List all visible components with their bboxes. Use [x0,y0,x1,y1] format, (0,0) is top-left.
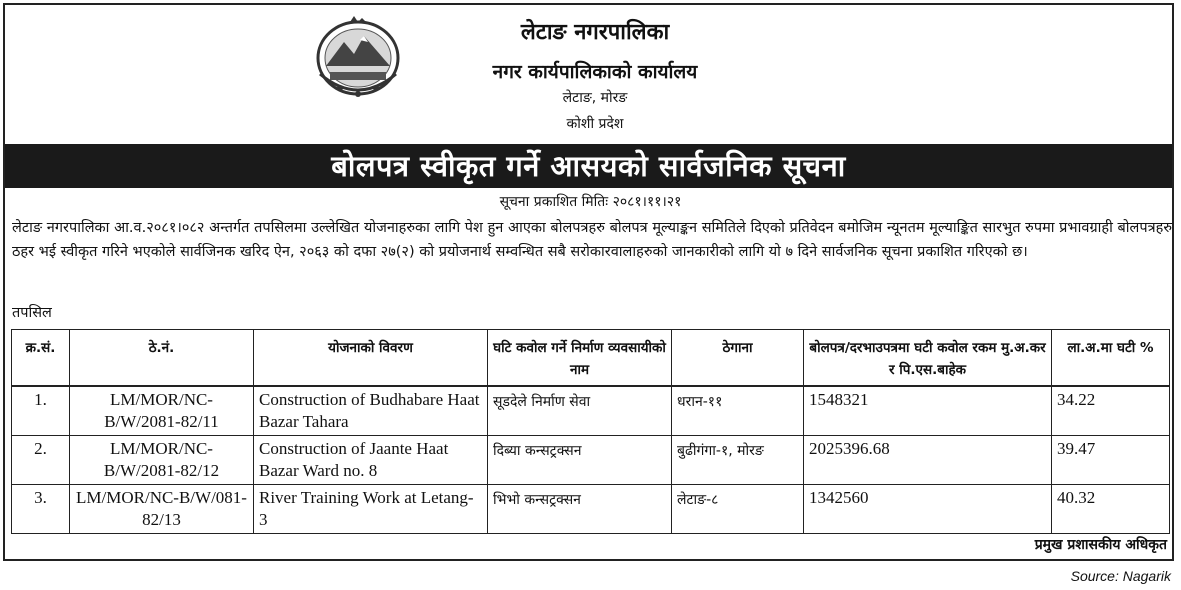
header-percent-below: ला.अ.मा घटी % [1052,330,1170,387]
published-date: सूचना प्रकाशित मितिः २०८१।११।२१ [499,194,682,210]
cell-project: River Training Work at Letang-3 [254,485,488,534]
cell-address: बुढीगंगा-१, मोरङ [672,436,804,485]
table-header-row [12,330,1170,387]
office-name: नगर कार्यपालिकाको कार्यालय [492,61,698,83]
schedule-label: तपसिल [12,305,52,321]
cell-amount: 1342560 [804,485,1052,534]
table-row [12,436,1170,485]
header-contract-no: ठे.नं. [70,330,254,387]
bid-table [11,329,1170,534]
header-project-description: योजनाको विवरण [254,330,488,387]
header-contractor-name: घटि कवोल गर्ने निर्माण व्यवसायीको नाम [488,330,672,387]
municipality-name: लेटाङ नगरपालिका [520,20,670,45]
cell-contractor: दिब्या कन्सट्रक्सन [488,436,672,485]
cell-contractor: भिभो कन्सट्रक्सन [488,485,672,534]
cell-amount: 2025396.68 [804,436,1052,485]
cell-percent: 34.22 [1052,386,1170,436]
cell-contract-no: LM/MOR/NC-B/W/081-82/13 [70,485,254,534]
cell-contract-no: LM/MOR/NC-B/W/2081-82/12 [70,436,254,485]
cell-contractor: सूडदेले निर्माण सेवा [488,386,672,436]
cell-amount: 1548321 [804,386,1052,436]
province-name: कोशी प्रदेश [566,116,624,132]
cell-sn: 1. [12,386,70,436]
notice-body: लेटाङ नगरपालिका आ.व.२०८१।०८२ अन्तर्गत तपसिलमा उल्लेखित योजनाहरुका लागि पेश हुन आएका बोलपत्रहरु बोलपत्र मूल्याङ्कन समितिले दिएको प्रतिवेदन बमोजिम न्यूनतम मूल्याङ्कित सारभुत रुपमा प्रभावग्राही बोलपत्रहरु ठहर भई स्वीकृत गरिने भएकोले सार्वजिनक खरिद ऐन, २०६३ को दफा २७(२) को प्रयोजनार्थ सम्वन्धित सबै सरोकारवालाहरुको जानकारीको लागि यो ७ दिने सार्वजनिक सूचना प्रकाशित गरिएको छ। [12,220,1172,260]
nepal-government-emblem [310,14,406,100]
cell-sn: 2. [12,436,70,485]
cell-contract-no: LM/MOR/NC-B/W/2081-82/11 [70,386,254,436]
notice-title-banner: बोलपत्र स्वीकृत गर्ने आसयको सार्वजनिक सूचना [5,144,1172,188]
signatory-title: प्रमुख प्रशासकीय अधिकृत [1034,537,1167,553]
table-row [12,485,1170,534]
cell-address: लेटाङ-८ [672,485,804,534]
office-location: लेटाङ, मोरङ [562,90,628,106]
cell-sn: 3. [12,485,70,534]
cell-percent: 40.32 [1052,485,1170,534]
cell-project: Construction of Budhabare Haat Bazar Tahara [254,386,488,436]
header-bid-amount: बोलपत्र/दरभाउपत्रमा घटी कवोल रकम मु.अ.कर र पि.एस.बाहेक [804,330,1052,387]
cell-project: Construction of Jaante Haat Bazar Ward no. 8 [254,436,488,485]
header-address: ठेगाना [672,330,804,387]
table-row [12,386,1170,436]
header-sn: क्र.सं. [12,330,70,387]
source-credit: Source: Nagarik [1070,568,1171,584]
cell-percent: 39.47 [1052,436,1170,485]
cell-address: धरान-११ [672,386,804,436]
